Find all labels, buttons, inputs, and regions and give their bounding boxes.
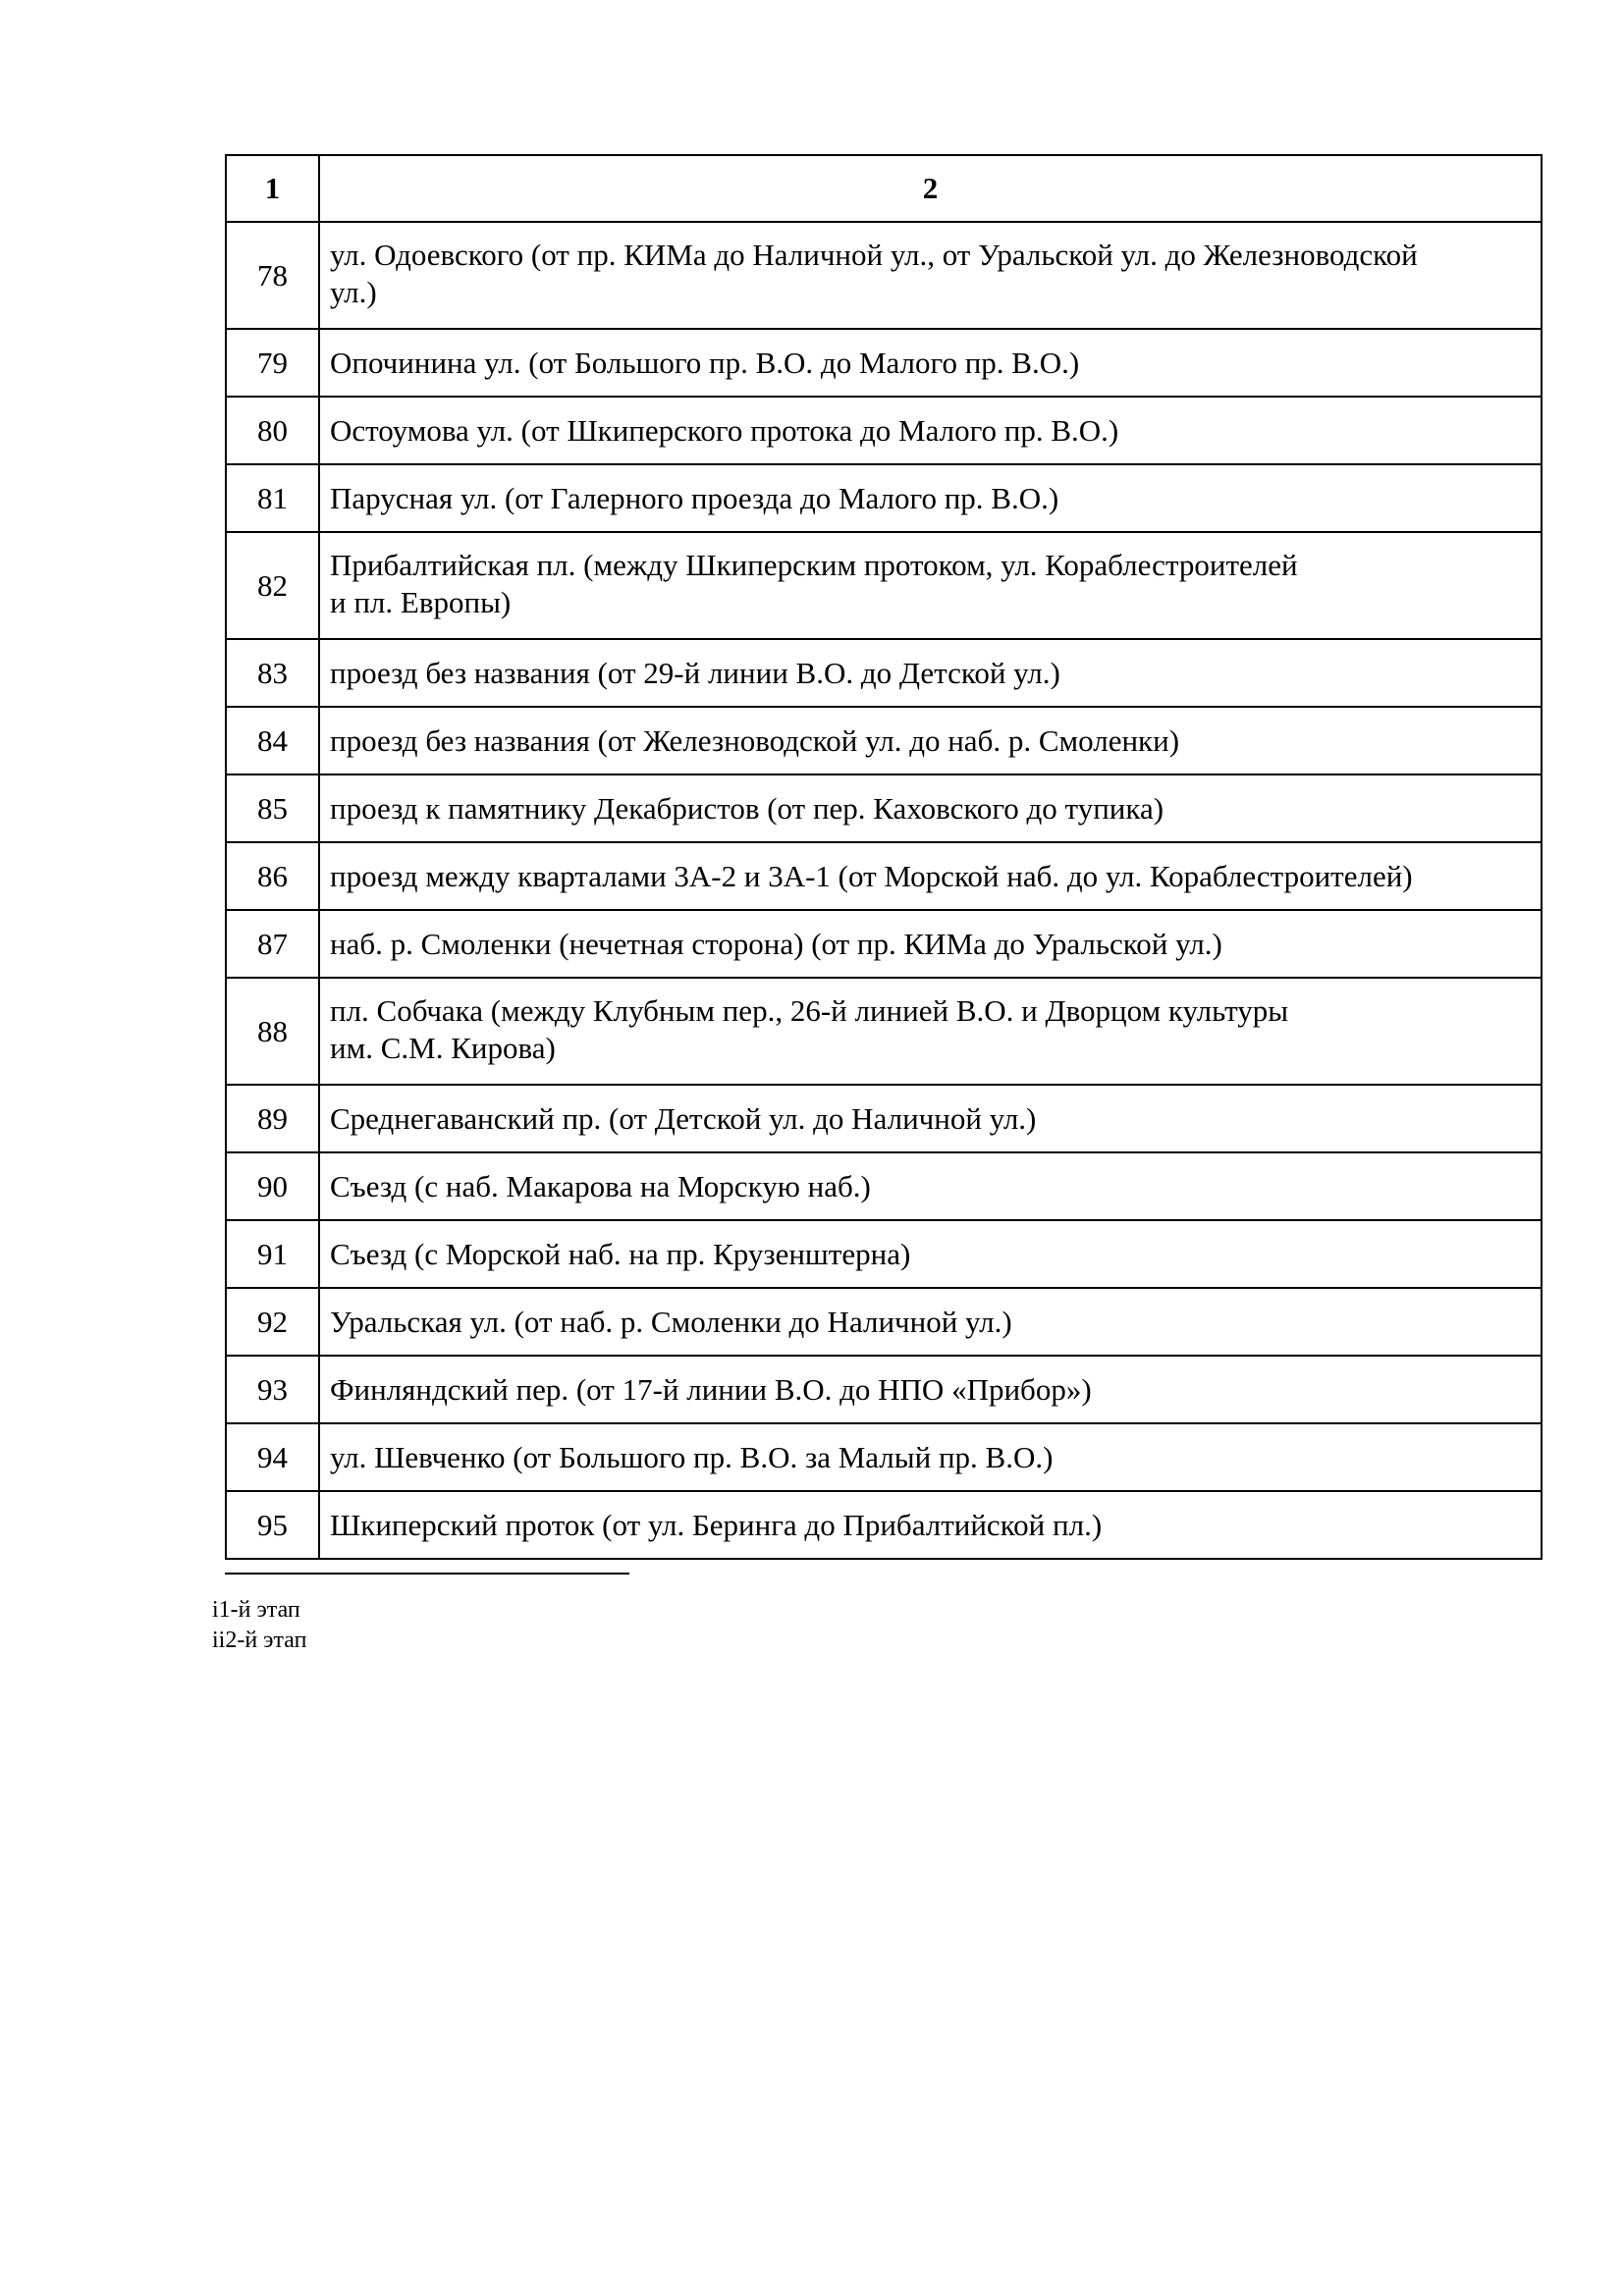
row-number-cell: 91 — [226, 1220, 319, 1288]
row-number-cell: 89 — [226, 1085, 319, 1152]
row-description-cell — [319, 1491, 1542, 1559]
table-row — [226, 1152, 1542, 1220]
row-description-cell — [319, 707, 1542, 774]
footnote: ii2-й этап — [212, 1628, 307, 1653]
row-description-cell — [319, 222, 1542, 329]
row-number-cell: 95 — [226, 1491, 319, 1559]
row-description-cell — [319, 978, 1542, 1085]
row-number-cell: 85 — [226, 774, 319, 842]
row-number-cell: 86 — [226, 842, 319, 910]
table-row — [226, 329, 1542, 397]
footnote: i1-й этап — [212, 1597, 300, 1623]
description-line: проезд без названия (от 29-й линии В.О. до Детской ул.) — [330, 655, 1060, 690]
description-line: проезд к памятнику Декабристов (от пер. Каховского до тупика) — [330, 790, 1164, 826]
row-description-cell — [319, 1152, 1542, 1220]
row-description-cell — [319, 464, 1542, 532]
row-description-cell — [319, 639, 1542, 707]
table-row — [226, 222, 1542, 329]
row-number-cell: 84 — [226, 707, 319, 774]
description-line: Уральская ул. (от наб. р. Смоленки до Наличной ул.) — [330, 1304, 1012, 1339]
row-description-cell — [319, 329, 1542, 397]
description-line: и пл. Европы) — [330, 585, 512, 619]
row-description-cell — [319, 1220, 1542, 1288]
description-line: пл. Собчака (между Клубным пер., 26-й линией В.О. и Дворцом культуры — [330, 993, 1289, 1028]
table-row — [226, 397, 1542, 464]
description-line: проезд между кварталами 3А-2 и 3А-1 (от Морской наб. до ул. Кораблестроителей) — [330, 858, 1413, 893]
table-row — [226, 774, 1542, 842]
row-number-cell: 90 — [226, 1152, 319, 1220]
description-line: проезд без названия (от Железноводской ул. до наб. р. Смоленки) — [330, 722, 1180, 758]
row-number-cell: 82 — [226, 532, 319, 639]
description-line: ул. Одоевского (от пр. КИМа до Наличной ул., от Уральской ул. до Железноводской — [330, 238, 1418, 272]
row-number-cell: 81 — [226, 464, 319, 532]
row-description-cell — [319, 532, 1542, 639]
row-number-cell: 92 — [226, 1288, 319, 1356]
row-number-cell: 79 — [226, 329, 319, 397]
row-description-cell — [319, 910, 1542, 978]
table-row — [226, 1220, 1542, 1288]
description-line: Опочинина ул. (от Большого пр. В.О. до Малого пр. В.О.) — [330, 345, 1080, 380]
row-description-cell — [319, 1085, 1542, 1152]
description-line: Шкиперский проток (от ул. Беринга до Прибалтийской пл.) — [330, 1507, 1103, 1542]
description-line: Среднегаванский пр. (от Детской ул. до Наличной ул.) — [330, 1100, 1037, 1136]
table-row — [226, 1423, 1542, 1491]
streets-table — [225, 154, 1543, 1560]
table-body — [226, 222, 1542, 1559]
description-line: Съезд (с наб. Макарова на Морскую наб.) — [330, 1168, 871, 1203]
table-row — [226, 1491, 1542, 1559]
description-line: Прибалтийская пл. (между Шкиперским протоком, ул. Кораблестроителей — [330, 548, 1298, 582]
table-row — [226, 532, 1542, 639]
row-description-cell — [319, 1423, 1542, 1491]
table-row — [226, 910, 1542, 978]
table-row — [226, 978, 1542, 1085]
row-description-cell — [319, 842, 1542, 910]
row-number-cell: 78 — [226, 222, 319, 329]
row-description-cell — [319, 1288, 1542, 1356]
table-row — [226, 464, 1542, 532]
table-row — [226, 1085, 1542, 1152]
row-description-cell — [319, 1356, 1542, 1423]
row-description-cell — [319, 774, 1542, 842]
description-line: им. С.М. Кирова) — [330, 1031, 556, 1065]
description-line: ул.) — [330, 275, 377, 309]
row-number-cell: 83 — [226, 639, 319, 707]
description-line: Парусная ул. (от Галерного проезда до Малого пр. В.О.) — [330, 480, 1059, 515]
table-row — [226, 842, 1542, 910]
description-line: Финляндский пер. (от 17-й линии В.О. до НПО «Прибор») — [330, 1371, 1092, 1407]
table-row — [226, 1356, 1542, 1423]
table-row — [226, 1288, 1542, 1356]
row-number-cell: 93 — [226, 1356, 319, 1423]
description-line: Съезд (с Морской наб. на пр. Крузенштерна) — [330, 1236, 911, 1271]
table-row — [226, 707, 1542, 774]
row-number-cell: 87 — [226, 910, 319, 978]
description-line: ул. Шевченко (от Большого пр. В.О. за Малый пр. В.О.) — [330, 1439, 1054, 1474]
description-line: наб. р. Смоленки (нечетная сторона) (от пр. КИМа до Уральской ул.) — [330, 926, 1222, 961]
table-row — [226, 639, 1542, 707]
row-number-cell: 94 — [226, 1423, 319, 1491]
column-header-description: 2 — [319, 155, 1542, 222]
footnote-separator — [225, 1573, 629, 1575]
table-header-row — [226, 155, 1542, 222]
column-header-number: 1 — [226, 155, 319, 222]
description-line: Остоумова ул. (от Шкиперского протока до Малого пр. В.О.) — [330, 412, 1119, 448]
row-description-cell — [319, 397, 1542, 464]
row-number-cell: 88 — [226, 978, 319, 1085]
row-number-cell: 80 — [226, 397, 319, 464]
